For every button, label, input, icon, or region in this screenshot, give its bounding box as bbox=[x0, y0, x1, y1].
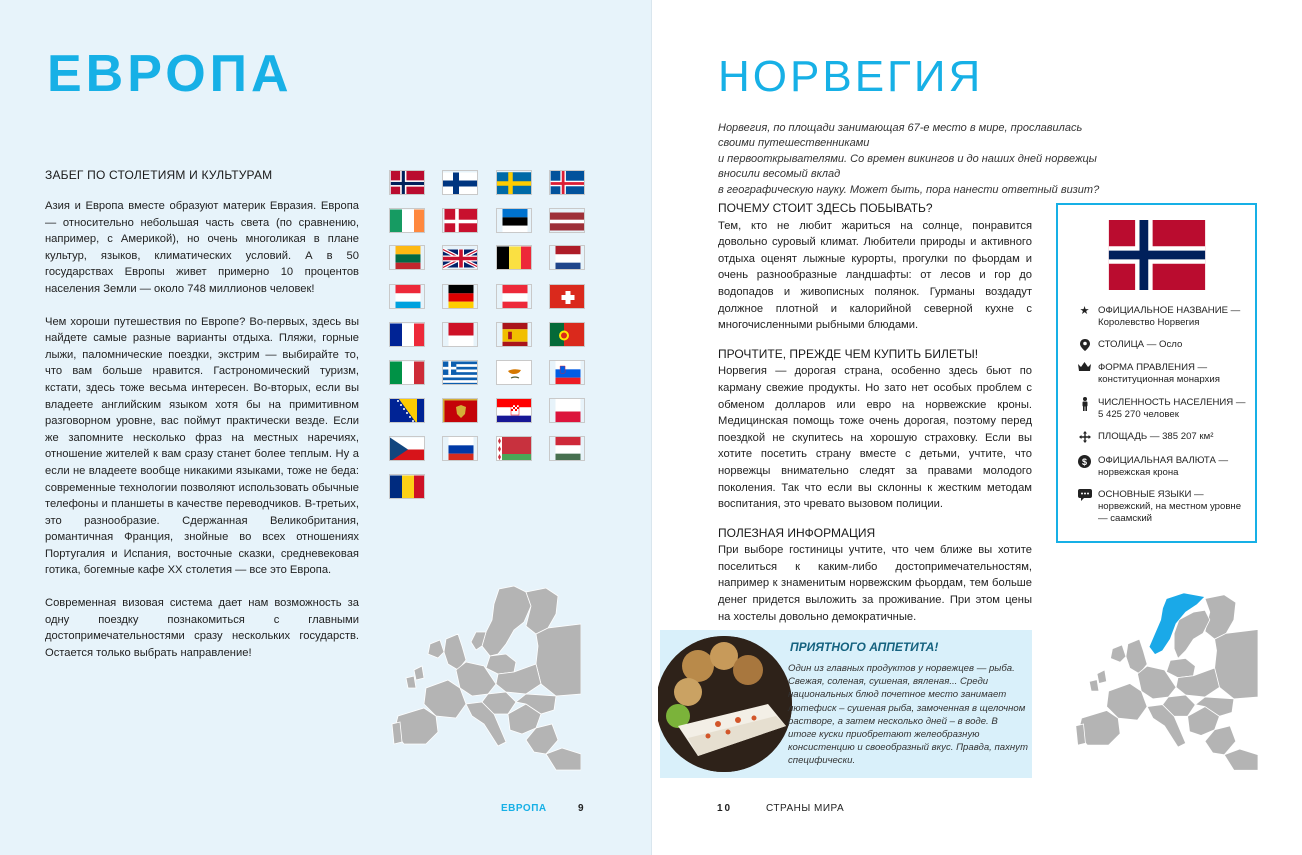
norway-location-map bbox=[1070, 590, 1258, 775]
paragraph: Азия и Европа вместе образуют материк Евразия. Европа — относительно небольшая часть света (по сравнению, например, с Америкой), но очень многоликая в плане культур, языков, климатических условий. А в 50 государствах Европы живет примерно 10 процентов населения Земли — около 748 миллионов человек! bbox=[45, 200, 359, 295]
flag-uk bbox=[442, 245, 478, 270]
page-number: 9 bbox=[578, 803, 584, 814]
flag-france bbox=[389, 322, 425, 347]
intro-line: и первооткрывателями. Со времен викингов и до наших дней норвежцы вносили весомый вклад bbox=[718, 152, 1097, 181]
flag-netherlands bbox=[549, 245, 585, 270]
person-icon bbox=[1076, 397, 1093, 421]
flag-iceland bbox=[549, 170, 585, 195]
flag-denmark bbox=[442, 208, 478, 233]
flag-finland bbox=[442, 170, 478, 195]
area-arrows-icon bbox=[1076, 431, 1093, 446]
flag-latvia bbox=[549, 208, 585, 233]
flag-cyprus bbox=[496, 360, 532, 385]
flag-germany bbox=[442, 284, 478, 309]
fact-text: СТОЛИЦА — Осло bbox=[1098, 339, 1183, 350]
intro-text bbox=[718, 121, 1098, 198]
country-title: НОРВЕГИЯ bbox=[718, 52, 984, 101]
page-number: 10 bbox=[717, 803, 733, 814]
flag-poland bbox=[549, 398, 585, 423]
flag-croatia bbox=[496, 398, 532, 423]
star-icon: ★ bbox=[1079, 305, 1090, 317]
flag-lithuania bbox=[389, 245, 425, 270]
flag-greece bbox=[442, 360, 478, 385]
speech-bubble-icon bbox=[1076, 489, 1093, 525]
flag-bosnia bbox=[389, 398, 425, 423]
fact-capital bbox=[1076, 339, 1251, 354]
flag-belarus bbox=[496, 436, 532, 461]
flag-monaco bbox=[442, 322, 478, 347]
dollar-coin-icon bbox=[1076, 455, 1093, 479]
crown-icon bbox=[1076, 362, 1093, 386]
page-title: ЕВРОПА bbox=[47, 45, 293, 103]
flag-austria bbox=[496, 284, 532, 309]
flag-montenegro bbox=[442, 398, 478, 423]
flag-luxembourg bbox=[389, 284, 425, 309]
europe-map bbox=[386, 584, 581, 774]
flag-italy bbox=[389, 360, 425, 385]
fact-government bbox=[1076, 362, 1251, 386]
flag-estonia bbox=[496, 208, 532, 233]
section-heading: ПРОЧТИТЕ, ПРЕЖДЕ ЧЕМ КУПИТЬ БИЛЕТЫ! bbox=[718, 346, 979, 361]
flag-belgium bbox=[496, 245, 532, 270]
section-text: Тем, кто не любит жариться на солнце, понравится довольно суровый климат. Любители природы и активного отдыха оценят лыжные курорты, прогулки по фьордам и очень разнообразные ландшафты: от лесов и гор до водопадов и живописных полянок. Гурманы воздадут должное плотной и калорийной северной кухне с многочисленными рыбными блюдами. bbox=[718, 219, 1032, 332]
right-page bbox=[651, 0, 1302, 855]
paragraph: Чем хороши путешествия по Европе? Во-первых, здесь вы найдете самые разные варианты отдыха. Пляжи, горные лыжи, паломнические поездки, экстрим — выбирайте то, что вам больше нравится. Гастрономический туризм, кстати, здесь тоже весьма интересен. Во-вторых, если вы владеете английским языком хотя бы на примитивном разговорном уровне, вас поймут практически везде. Если же запомните несколько фраз на местных наречиях, отношение жителей к вам сразу станет более теплым. Ну а если не владеете вообще никакими языками, тоже не беда: современные технологии позволяют использовать обычные телефоны и планшеты в качестве переводчиков. В-третьих, это разнообразие. Сдержанная Великобритания, романтичная Франция, знойные во всех отношениях Португалия и Испания, восточные сказки, средневековая готика, богемные кафе XX столетия — все это Европа. bbox=[45, 315, 359, 577]
fact-text: ОФИЦИАЛЬНАЯ ВАЛЮТА — норвежская крона bbox=[1098, 455, 1229, 478]
fact-area bbox=[1076, 431, 1251, 446]
location-pin-icon bbox=[1076, 339, 1093, 354]
fact-population bbox=[1076, 397, 1251, 421]
section-text: При выборе гостиницы учтите, что чем ближе вы хотите поселиться к каким-либо достопримечательностям, например к знаменитым норвежским фьордам, тем больше денег придется выложить за проживание. При этом цены на хостелы довольно демократичные. bbox=[718, 544, 1032, 623]
flag-czech bbox=[389, 436, 425, 461]
footer-section: СТРАНЫ МИРА bbox=[766, 803, 845, 814]
flag-ireland bbox=[389, 208, 425, 233]
section-heading: ПОЛЕЗНАЯ ИНФОРМАЦИЯ bbox=[718, 525, 876, 540]
fact-languages bbox=[1076, 489, 1251, 525]
dish-photo bbox=[658, 626, 794, 778]
flag-romania bbox=[389, 474, 425, 499]
flag-sweden bbox=[496, 170, 532, 195]
intro-line: Норвегия, по площади занимающая 67-е место в мире, прославилась своими путешественниками bbox=[718, 122, 1083, 150]
food-text: Один из главных продуктов у норвежцев — рыба. Свежая, соленая, сушеная, вяленая... Среди национальных блюд почетное место занимает лютефиск – сушеная рыба, замоченная в щелочном растворе, а затем несколько дней – в воде. В итоге куски приобретают желеобразную консистенцию и своеобразный вкус. Правда, пахнут специфически. bbox=[788, 663, 1028, 767]
flag-spain bbox=[496, 322, 532, 347]
section-heading: ЗАБЕГ ПО СТОЛЕТИЯМ И КУЛЬТУРАМ bbox=[45, 168, 273, 182]
norway-flag bbox=[1105, 220, 1209, 290]
food-title: ПРИЯТНОГО АППЕТИТА! bbox=[790, 640, 939, 654]
fact-text: ОСНОВНЫЕ ЯЗЫКИ — норвежский, на местном уровне — саамский bbox=[1098, 489, 1242, 524]
fact-official-name bbox=[1076, 305, 1251, 329]
section-heading: ПОЧЕМУ СТОИТ ЗДЕСЬ ПОБЫВАТЬ? bbox=[718, 201, 933, 215]
paragraph: Современная визовая система дает нам возможность за одну поездку познакомиться с главными достопримечательностями сразу нескольких государств. Остается только выбрать направление! bbox=[45, 597, 359, 659]
fact-text: ОФИЦИАЛЬНОЕ НАЗВАНИЕ — Королевство Норвегия bbox=[1098, 305, 1241, 328]
main-column bbox=[718, 200, 1032, 637]
fact-text: ПЛОЩАДЬ — 385 207 км² bbox=[1098, 431, 1214, 442]
footer-section: ЕВРОПА bbox=[501, 803, 547, 814]
flag-norway bbox=[389, 170, 425, 195]
body-text bbox=[45, 198, 359, 677]
flag-slovenia bbox=[549, 360, 585, 385]
flag-russia bbox=[442, 436, 478, 461]
fact-text: ЧИСЛЕННОСТЬ НАСЕЛЕНИЯ — 5 425 270 человек bbox=[1098, 397, 1246, 420]
svg-text:$: $ bbox=[1081, 457, 1088, 467]
fact-currency bbox=[1076, 455, 1251, 479]
food-callout bbox=[660, 630, 1032, 778]
section-text: Норвегия — дорогая страна, особенно здесь бьют по карману свежие продукты. Но зато нет особых проблем с обменом долларов или евро на норвежские кроны. Медицинская помощь тоже очень дорогая, поэтому перед поездкой не скупитесь на хорошую страховку. Если вы хотите посетить страну вместе с детьми, учтите, что норвежцы внимательно следят за правами молодого поколения. Так что если вы склонны к жестким методам воспитания, это чревато вызовом полиции. bbox=[718, 365, 1032, 511]
flag-portugal bbox=[549, 322, 585, 347]
flag-hungary bbox=[549, 436, 585, 461]
intro-line: в географическую науку. Может быть, пора нанести ответный визит? bbox=[718, 183, 1100, 196]
fact-text: ФОРМА ПРАВЛЕНИЯ — конституционная монархия bbox=[1098, 362, 1220, 385]
flag-switzerland bbox=[549, 284, 585, 309]
country-facts-box bbox=[1056, 203, 1257, 543]
